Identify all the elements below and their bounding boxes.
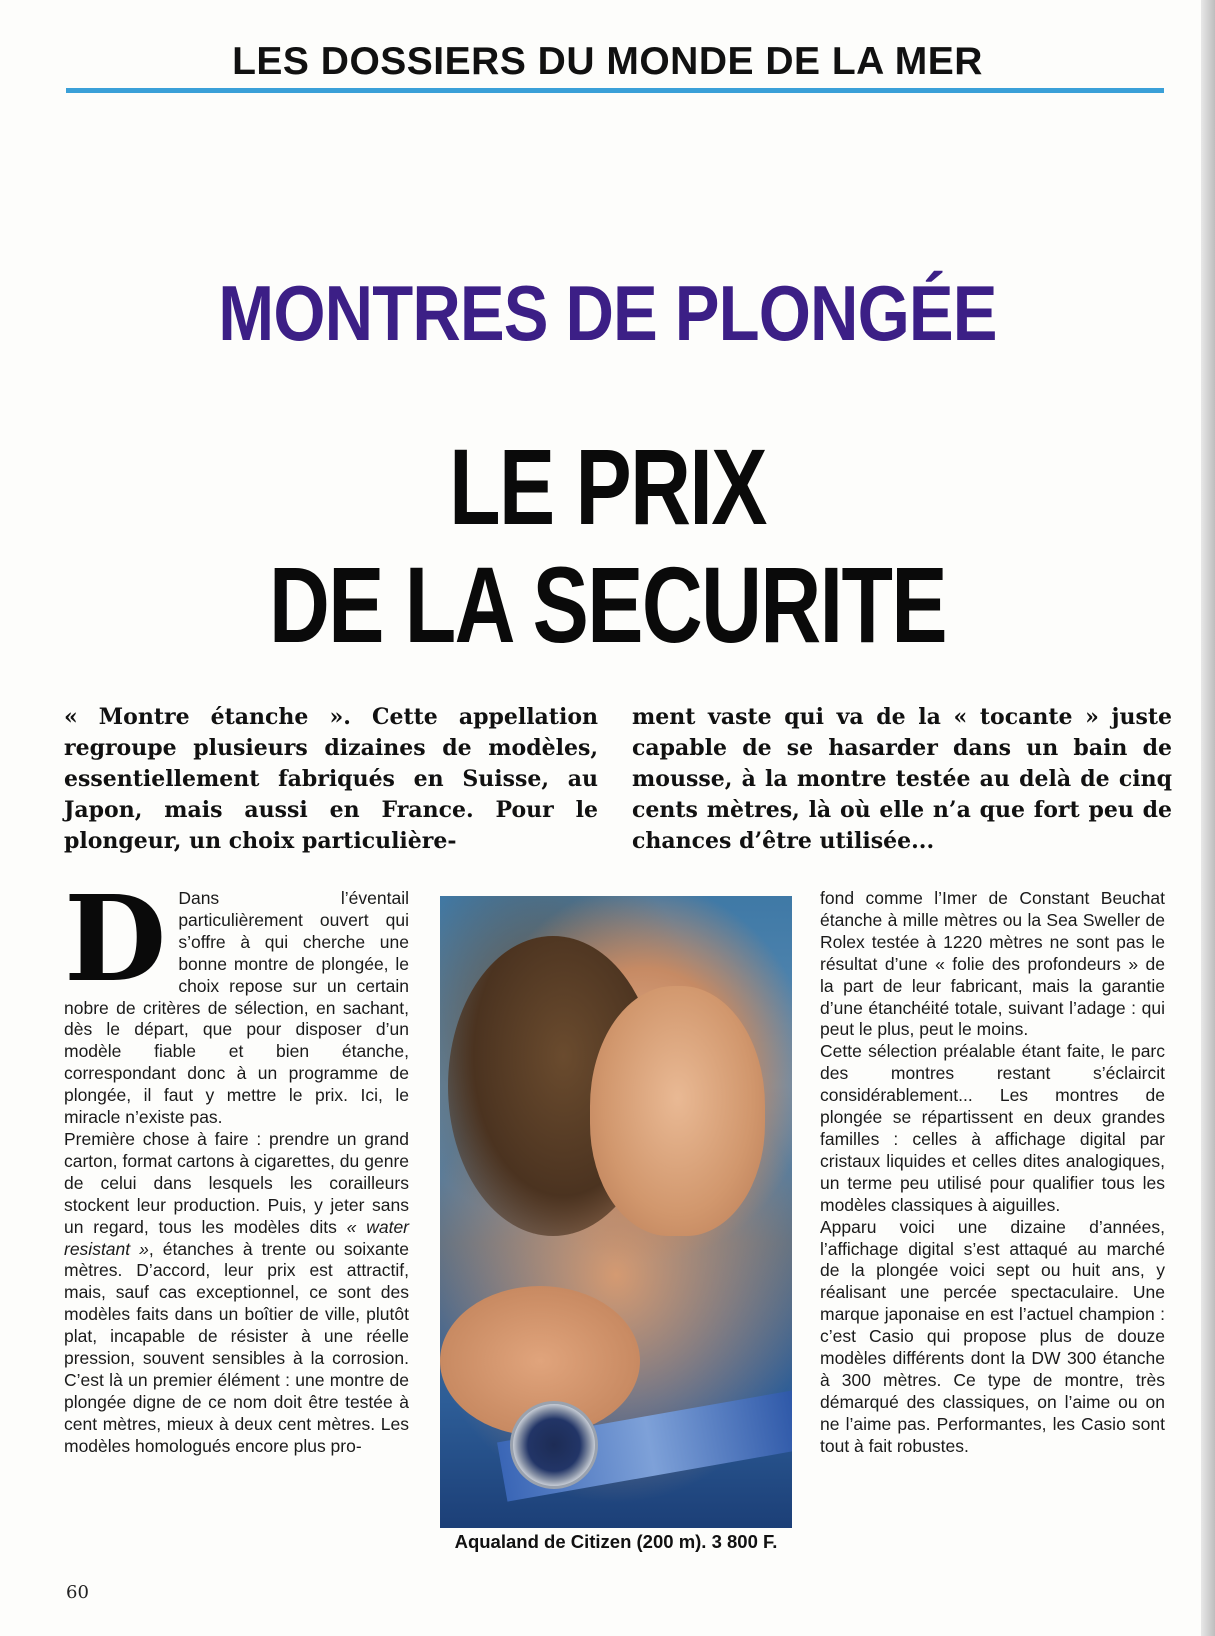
body-column-1 (64, 869, 409, 1458)
lede-left: « Montre étanche ». Cette appellation regroupe plusieurs dizaines de modèles, essentiellement fabriqués en Suisse, au Japon, mais aussi en France. Pour le plongeur, un choix particulière- (64, 704, 598, 854)
drop-cap: D (64, 869, 167, 1008)
italic-term: « water resistant » (64, 1216, 409, 1259)
body-column-3 (820, 888, 1165, 1458)
watch-icon (510, 1401, 598, 1489)
article-kicker: MONTRES DE PLONGÉE (218, 269, 997, 357)
text-run: Première chose à faire : prendre un grand carton, format cartons à cigarettes, du genre de celui dans lesquels les corailleurs stockent leur production. Puis, y jeter sans un regard, tous les modèles dits (64, 1128, 409, 1237)
running-head: LES DOSSIERS DU MONDE DE LA MER (232, 40, 983, 83)
headline-line-2: DE LA SECURITE (268, 544, 947, 665)
paragraph: Apparu voici une dizaine d’années, l’affichage digital s’est attaqué au marché de la plongée voici sept ou huit ans, y réalisant une percée spectaculaire. Une marque japonaise en est l’actuel champion : c’est Casio qui propose plus de douze modèles différents dont la DW 300 étanche à 300 mètres. Ce type de montre, très démarqué des classiques, on l’aime ou on ne l’aime pas. Performantes, les Casio sont tout à fait robustes. (820, 1216, 1165, 1456)
header-rule (66, 88, 1164, 93)
paragraph (64, 1129, 409, 1458)
photo-face-shape (590, 986, 765, 1236)
paragraph: fond comme l’Imer de Constant Beuchat étanche à mille mètres ou la Sea Sweller de Rolex testée à 1220 mètres ne sont pas le résultat d’une « folie des profondeurs » de la part de leur fabricant, mais la garantie d’une étanchéité totale, suivant l’adage : qui peut le plus, peut le moins. (820, 888, 1165, 1040)
article-headline (134, 428, 1082, 664)
paragraph: Cette sélection préalable étant faite, le parc des montres restant s’éclaircit considérablement... Les montres de plongée se répartissent en deux grandes familles : celles à affichage digital par cristaux liquides et celles dites analogiques, un terme peu utilisé pour qualifier tous les modèles classiques à aiguilles. (820, 1041, 1165, 1215)
lede-right: ment vaste qui va de la « tocante » juste capable de se hasarder dans un bain de mousse, à la montre testée au delà de cinq cents mètres, là où elle n’a que fort peu de chances d’être utilisée... (632, 704, 1172, 854)
page-edge-shadow (1201, 0, 1215, 1636)
page-number: 60 (66, 1582, 89, 1603)
paragraph: Dans l’éventail particulièrement ouvert qui s’offre à qui cherche une bonne montre de plongée, le choix repose sur un certain nobre de critères de sélection, en sachant, dès le départ, que pour disposer d’un modèle fiable et bien étanche, correspondant donc à un programme de plongée, il faut y mettre le prix. Ici, le miracle n’existe pas. (64, 888, 409, 1128)
headline-line-1: LE PRIX (449, 426, 766, 547)
diver-watch-photo (440, 896, 792, 1528)
photo-caption: Aqualand de Citizen (200 m). 3 800 F. (454, 1531, 778, 1552)
text-run: , étanches à trente ou soixante mètres. D’accord, leur prix est attractif, mais, sauf cas exceptionnel, ce sont des modèles faits dans un boîtier de ville, plutôt plat, incapable de résister à une réelle pression, souvent sensibles à la corrosion. C’est là un premier élément : une montre de plongée digne de ce nom doit être testée à cent mètres, mieux à deux cent mètres. Les modèles homologués encore plus pro- (64, 1238, 409, 1456)
